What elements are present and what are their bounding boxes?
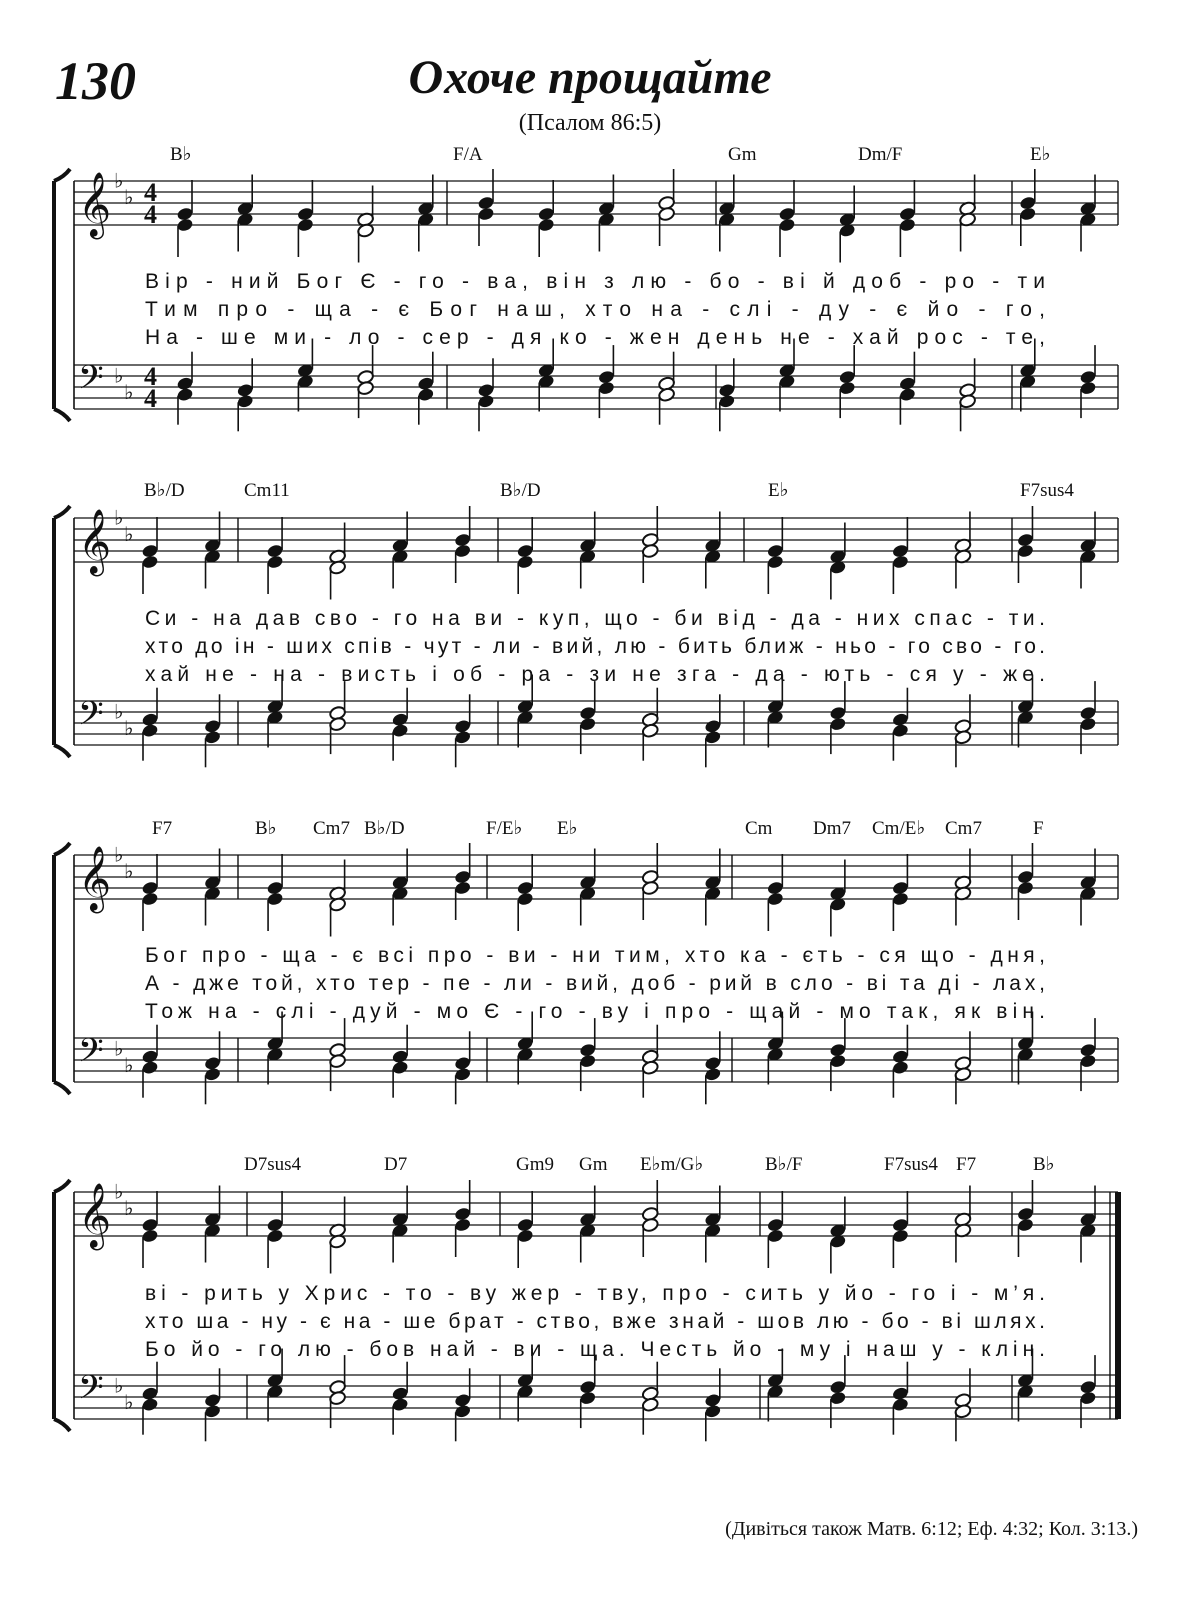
key-flat: ♭: [124, 380, 134, 405]
chord-symbol: F: [1033, 818, 1044, 839]
chord-symbol: F/E♭: [486, 818, 523, 839]
bass-clef: 𝄢: [78, 1032, 104, 1078]
lyric-line: ві - рить у Хрис - то - ву жер - тву, про - сить у йо - го і - м’я.: [144, 1282, 1046, 1305]
key-flat: ♭: [114, 363, 124, 388]
chord-symbol: Dm/F: [858, 144, 903, 165]
treble-clef: 𝄞: [78, 172, 112, 237]
chord-symbol: B♭/D: [364, 818, 405, 839]
chord-symbol: Cm7: [945, 818, 982, 839]
key-flat: ♭: [114, 699, 124, 724]
key-flat: ♭: [124, 1390, 134, 1415]
chord-symbol: Gm9: [516, 1154, 554, 1175]
key-flat: ♭: [124, 716, 134, 741]
key-flat: ♭: [114, 842, 124, 867]
time-signature: 4: [144, 178, 157, 207]
key-flat: ♭: [114, 1036, 124, 1061]
lyric-line: Бог про - ща - є всі про - ви - ни тим, хто ка - єть - ся що - дня,: [145, 944, 1046, 967]
bass-clef: 𝄢: [78, 359, 104, 405]
time-signature: 4: [144, 200, 157, 229]
lyric-line: хай не - на - висть і об - ра - зи не зга - да - ють - ся у - же.: [145, 663, 1045, 686]
key-flat: ♭: [114, 1179, 124, 1204]
chord-symbol: D7: [384, 1154, 408, 1175]
key-flat: ♭: [124, 522, 134, 547]
hymn-title: Охоче прощайте: [408, 51, 772, 104]
chord-symbol: F7: [152, 818, 173, 839]
lyric-line: На - ше ми - ло - сер - дя ко - жен день не - хай рос - те,: [144, 326, 1046, 349]
chord-symbol: E♭: [1030, 144, 1051, 165]
system-bracket: [54, 169, 70, 421]
treble-clef: 𝄞: [78, 846, 112, 911]
chord-symbol: F7sus4: [884, 1154, 938, 1175]
footnote: (Дивіться також Матв. 6:12; Еф. 4:32; Кол. 3:13.): [725, 1518, 1138, 1540]
chord-symbol: B♭: [255, 818, 277, 839]
key-flat: ♭: [114, 168, 124, 193]
chord-symbol: B♭/D: [144, 480, 185, 501]
chord-symbol: B♭: [170, 144, 192, 165]
lyric-line: Си - на дав сво - го на ви - куп, що - би від - да - них спас - ти.: [145, 607, 1045, 630]
chord-symbol: F7sus4: [1020, 480, 1074, 501]
chord-symbol: Gm: [728, 144, 757, 165]
time-signature: 4: [144, 384, 157, 413]
bass-clef: 𝄢: [78, 695, 104, 741]
chord-symbol: Cm/E♭: [872, 818, 926, 839]
chord-symbol: E♭: [768, 480, 789, 501]
treble-clef: 𝄞: [78, 1183, 112, 1248]
lyric-line: Тож на - слі - дуй - мо Є - го - ву і про - щай - мо так, як він.: [145, 1000, 1045, 1023]
hymn-number: 130: [55, 51, 136, 111]
key-flat: ♭: [124, 1053, 134, 1078]
chord-symbol: Gm: [579, 1154, 608, 1175]
key-flat: ♭: [124, 1196, 134, 1221]
lyric-line: А - дже той, хто тер - пе - ли - вий, доб - рий в сло - ві та ді - лах,: [145, 972, 1045, 995]
chord-symbol: B♭/F: [765, 1154, 803, 1175]
hymn-subtitle: (Псалом 86:5): [518, 110, 662, 136]
chord-symbol: Cm11: [244, 480, 290, 501]
chord-symbol: Dm7: [813, 818, 851, 839]
chord-symbol: F/A: [453, 144, 483, 165]
chord-symbol: Cm7: [313, 818, 350, 839]
lyric-line: хто ша - ну - є на - ше брат - ство, вже знай - шов лю - бо - ві шлях.: [145, 1310, 1045, 1333]
chord-symbol: Cm: [745, 818, 773, 839]
system-bracket: [54, 1180, 70, 1431]
key-flat: ♭: [124, 859, 134, 884]
lyric-line: хто до ін - ших спів - чут - ли - вий, лю - бить ближ - ньо - го сво - го.: [145, 635, 1045, 658]
chord-symbol: E♭: [557, 818, 578, 839]
system-bracket: [54, 506, 70, 757]
bass-clef: 𝄢: [78, 1369, 104, 1415]
key-flat: ♭: [114, 1373, 124, 1398]
chord-symbol: E♭m/G♭: [640, 1154, 704, 1175]
lyric-line: Бо йо - го лю - бов най - ви - ща. Честь йо - му і наш у - клін.: [145, 1338, 1046, 1361]
chord-symbol: D7sus4: [244, 1154, 302, 1175]
chord-symbol: F7: [956, 1154, 977, 1175]
time-signature: 4: [144, 362, 157, 391]
chord-symbol: B♭/D: [500, 480, 541, 501]
lyric-line: Вір - ний Бог Є - го - ва, він з лю - бо - ві й доб - ро - ти: [145, 270, 1046, 293]
treble-clef: 𝄞: [78, 509, 112, 574]
chord-symbol: B♭: [1033, 1154, 1055, 1175]
system-bracket: [54, 843, 70, 1094]
key-flat: ♭: [124, 185, 134, 210]
lyric-line: Тим про - ща - є Бог наш, хто на - слі - ду - є йо - го,: [145, 298, 1045, 321]
key-flat: ♭: [114, 505, 124, 530]
